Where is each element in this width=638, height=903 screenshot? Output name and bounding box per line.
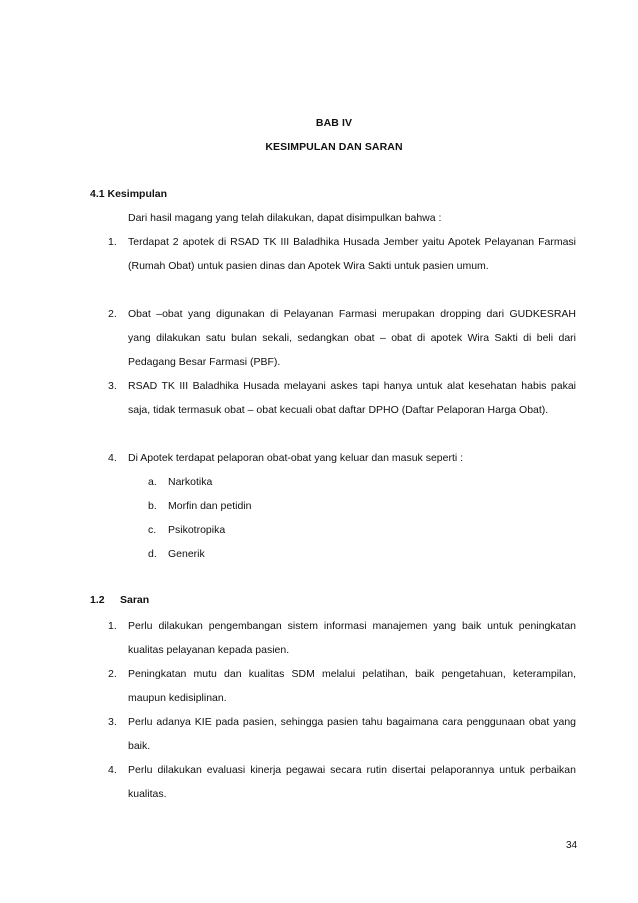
chapter-label: BAB IV (315, 117, 353, 129)
list-item-number: 4. (108, 452, 117, 464)
sub-item: Morfin dan petidin (168, 500, 252, 512)
list-item: Di Apotek terdapat pelaporan obat-obat yang keluar dan masuk seperti : (128, 452, 464, 464)
list-item: Obat –obat yang digunakan di Pelayanan Farmasi merupakan dropping dari GUDKESRAH yang dilakukan satu bulan sekali, sedangkan obat – obat di apotek Wira Sakti di beli dari Pedagang Besar Farmasi (PBF). (128, 308, 576, 368)
list-item: Perlu dilakukan pengembangan sistem informasi manajemen yang baik untuk peningkatan kualitas pelayanan kepada pasien. (128, 620, 576, 656)
list-item-number: 2. (108, 308, 117, 320)
list-item-number: 3. (108, 716, 117, 728)
chapter-title: KESIMPULAN DAN SARAN (265, 141, 403, 153)
list-item: RSAD TK III Baladhika Husada melayani askes tapi hanya untuk alat kesehatan habis pakai saja, tidak termasuk obat – obat kecuali obat daftar DPHO (Daftar Pelaporan Harga Obat). (128, 380, 576, 416)
list-item-number: 1. (108, 620, 117, 632)
sub-item-letter: b. (148, 500, 157, 512)
list-item-number: 2. (108, 668, 117, 680)
list-item: Terdapat 2 apotek di RSAD TK III Baladhika Husada Jember yaitu Apotek Pelayanan Farmasi (Rumah Obat) untuk pasien dinas dan Apotek Wira Sakti untuk pasien umum. (128, 236, 576, 272)
list-item-number: 3. (108, 380, 117, 392)
sub-item-letter: c. (148, 524, 157, 536)
list-item: Perlu adanya KIE pada pasien, sehingga pasien tahu bagaimana cara penggunaan obat yang baik. (128, 716, 576, 752)
list-item: Perlu dilakukan evaluasi kinerja pegawai secara rutin disertai pelaporannya untuk perbaikan kualitas. (128, 764, 576, 800)
section-heading-saran: Saran (120, 594, 150, 606)
sub-item: Narkotika (168, 476, 213, 488)
sub-item-letter: d. (148, 548, 157, 560)
sub-item: Generik (168, 548, 205, 560)
sub-item-letter: a. (148, 476, 157, 488)
sub-item: Psikotropika (168, 524, 226, 536)
section-number-saran: 1.2 (90, 594, 105, 606)
list-item: Peningkatan mutu dan kualitas SDM melalui pelatihan, baik pengetahuan, keterampilan, maupun kedisiplinan. (128, 668, 576, 704)
section-heading-kesimpulan: 4.1 Kesimpulan (90, 188, 168, 200)
list-item-number: 1. (108, 236, 117, 248)
list-item-number: 4. (108, 764, 117, 776)
page-number: 34 (566, 840, 578, 851)
kesimpulan-intro: Dari hasil magang yang telah dilakukan, dapat disimpulkan bahwa : (128, 212, 442, 224)
